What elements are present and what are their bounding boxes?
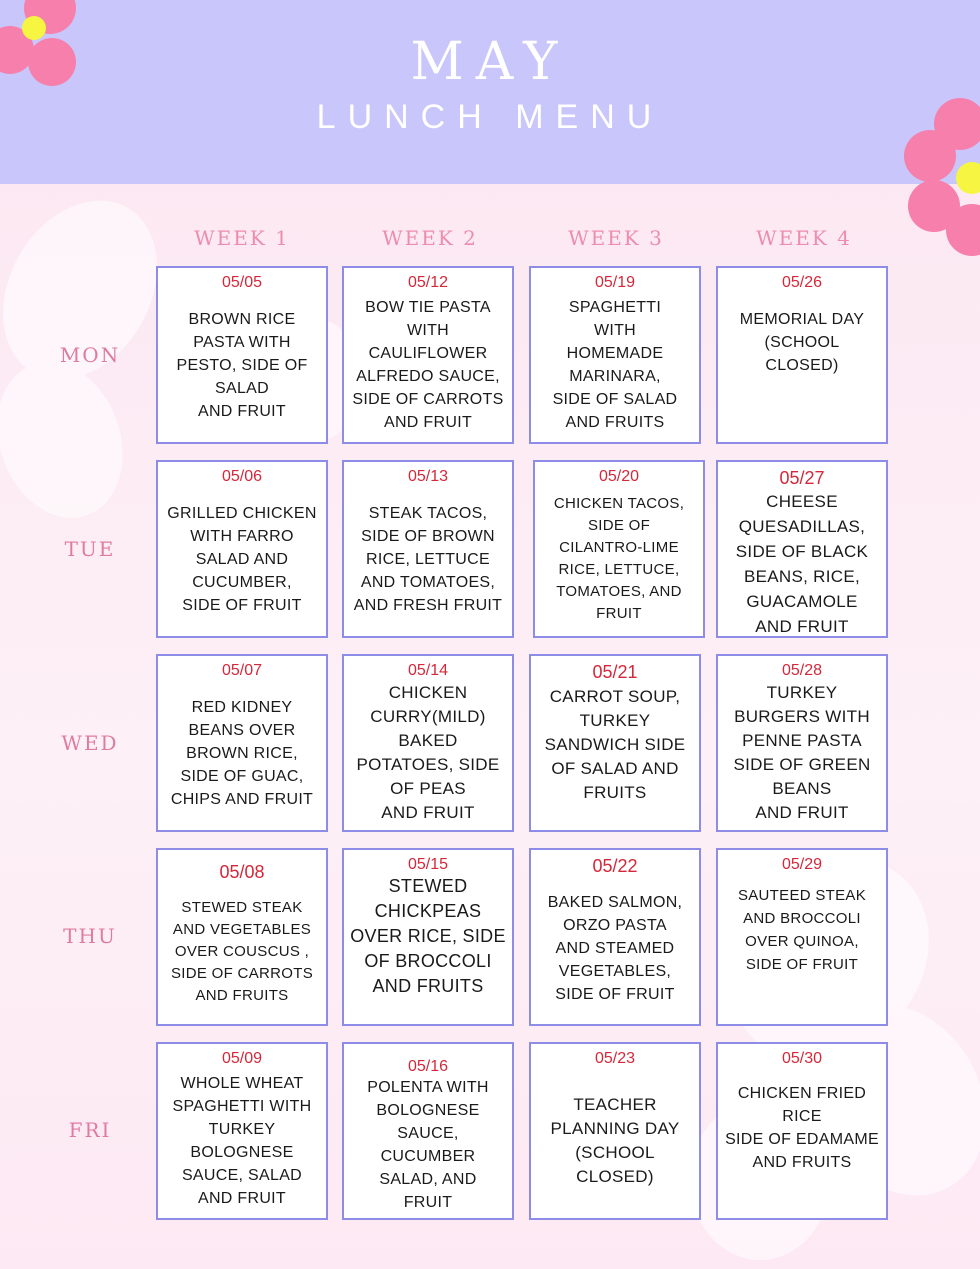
menu-description: POLENTA WITH BOLOGNESE SAUCE, CUCUMBER SALAD, AND FRUIT — [367, 1079, 489, 1211]
menu-date: 05/29 — [781, 856, 823, 873]
menu-date: 05/19 — [594, 274, 636, 291]
menu-description: CHICKEN FRIED RICE SIDE OF EDAMAME AND FRUITS — [725, 1085, 879, 1171]
menu-description: BAKED SALMON, ORZO PASTA AND STEAMED VEGETABLES, SIDE OF FRUIT — [547, 894, 683, 1003]
menu-cell-tue-week2 — [342, 460, 514, 638]
menu-cell-wed-week3 — [529, 654, 701, 832]
menu-date: 05/20 — [598, 468, 640, 485]
menu-cell-mon-week4 — [716, 266, 888, 444]
menu-description: TURKEY BURGERS WITH PENNE PASTA SIDE OF GREEN BEANS AND FRUIT — [733, 683, 871, 822]
menu-cell-wed-week1 — [156, 654, 328, 832]
menu-description: BOW TIE PASTA WITH CAULIFLOWER ALFREDO SAUCE, SIDE OF CARROTS AND FRUIT — [352, 299, 504, 431]
menu-date: 05/23 — [594, 1050, 636, 1067]
menu-description: SAUTEED STEAK AND BROCCOLI OVER QUINOA, SIDE OF FRUIT — [737, 887, 867, 973]
menu-date: 05/13 — [407, 468, 449, 485]
menu-cell-fri-week1 — [156, 1042, 328, 1220]
menu-cell-thu-week4 — [716, 848, 888, 1026]
day-label-mon: MON — [59, 343, 121, 367]
title-month: MAY — [410, 32, 570, 92]
day-label-fri: FRI — [68, 1118, 112, 1142]
menu-date: 05/05 — [221, 274, 263, 291]
menu-date: 05/16 — [407, 1058, 449, 1075]
week-header-1: WEEK 1 — [194, 226, 290, 250]
menu-date: 05/30 — [781, 1050, 823, 1067]
menu-description: WHOLE WHEAT SPAGHETTI WITH TURKEY BOLOGNESE SAUCE, SALAD AND FRUIT — [172, 1075, 312, 1207]
menu-cell-wed-week2 — [342, 654, 514, 832]
menu-cell-fri-week3 — [529, 1042, 701, 1220]
menu-cell-thu-week1 — [156, 848, 328, 1026]
menu-description: BROWN RICE PASTA WITH PESTO, SIDE OF SALAD AND FRUIT — [176, 310, 308, 420]
menu-cell-mon-week3 — [529, 266, 701, 444]
menu-description: CHICKEN TACOS, SIDE OF CILANTRO-LIME RICE, LETTUCE, TOMATOES, AND FRUIT — [553, 495, 685, 622]
menu-cell-fri-week4 — [716, 1042, 888, 1220]
menu-cell-thu-week2 — [342, 848, 514, 1026]
menu-cell-wed-week4 — [716, 654, 888, 832]
menu-description: CARROT SOUP, TURKEY SANDWICH SIDE OF SALAD AND FRUITS — [544, 687, 686, 802]
header-banner — [0, 0, 980, 184]
menu-description: STEAK TACOS, SIDE OF BROWN RICE, LETTUCE AND TOMATOES, AND FRESH FRUIT — [353, 504, 503, 614]
menu-description: SPAGHETTI WITH HOMEMADE MARINARA, SIDE OF SALAD AND FRUITS — [552, 299, 678, 431]
menu-date: 05/26 — [781, 274, 823, 291]
menu-cell-fri-week2 — [342, 1042, 514, 1220]
week-header-2: WEEK 2 — [382, 226, 478, 250]
day-label-tue: TUE — [64, 537, 116, 561]
menu-date: 05/15 — [407, 856, 449, 873]
menu-date: 05/08 — [219, 862, 265, 882]
menu-date: 05/28 — [781, 662, 823, 679]
week-header-3: WEEK 3 — [568, 226, 664, 250]
menu-description: TEACHER PLANNING DAY (SCHOOL CLOSED) — [550, 1095, 680, 1186]
menu-date: 05/09 — [221, 1050, 263, 1067]
day-label-thu: THU — [63, 924, 117, 948]
flower-icon — [0, 0, 100, 100]
menu-date: 05/14 — [407, 662, 449, 679]
menu-date: 05/22 — [592, 856, 638, 876]
menu-date: 05/06 — [221, 468, 263, 485]
week-header-4: WEEK 4 — [756, 226, 852, 250]
menu-cell-tue-week4 — [716, 460, 888, 638]
menu-description: CHICKEN CURRY(MILD) BAKED POTATOES, SIDE OF PEAS AND FRUIT — [356, 683, 500, 822]
menu-date: 05/12 — [407, 274, 449, 291]
menu-cell-tue-week3 — [533, 460, 705, 638]
menu-date: 05/21 — [592, 662, 638, 682]
menu-date: 05/27 — [779, 468, 825, 488]
menu-cell-thu-week3 — [529, 848, 701, 1026]
menu-description: GRILLED CHICKEN WITH FARRO SALAD AND CUCUMBER, SIDE OF FRUIT — [167, 504, 317, 614]
flower-icon — [900, 96, 980, 266]
menu-description: MEMORIAL DAY (SCHOOL CLOSED) — [739, 311, 865, 374]
menu-date: 05/07 — [221, 662, 263, 679]
menu-description: RED KIDNEY BEANS OVER BROWN RICE, SIDE OF GUAC, CHIPS AND FRUIT — [170, 698, 314, 808]
menu-cell-mon-week1 — [156, 266, 328, 444]
menu-description: CHEESE QUESADILLAS, SIDE OF BLACK BEANS, RICE, GUACAMOLE AND FRUIT — [735, 492, 869, 636]
day-label-wed: WED — [61, 731, 119, 755]
menu-description: STEWED CHICKPEAS OVER RICE, SIDE OF BROCCOLI AND FRUITS — [350, 876, 506, 996]
menu-description: STEWED STEAK AND VEGETABLES OVER COUSCUS , SIDE OF CARROTS AND FRUITS — [170, 898, 313, 1004]
title-subtitle: LUNCH MENU — [316, 98, 664, 136]
menu-cell-mon-week2 — [342, 266, 514, 444]
menu-cell-tue-week1 — [156, 460, 328, 638]
